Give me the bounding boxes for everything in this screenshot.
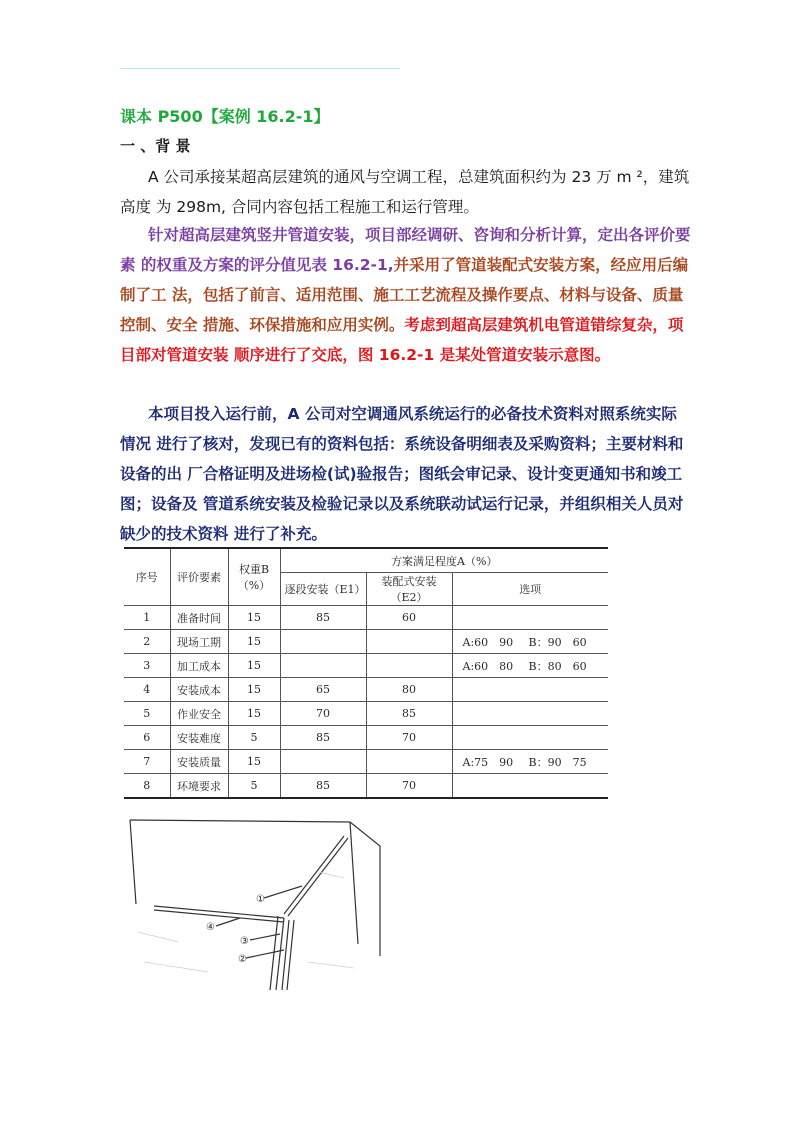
wall-right-edge (350, 822, 358, 944)
cell-options (452, 630, 608, 654)
cell-e1: 70 (280, 702, 366, 726)
cell-e1 (280, 630, 366, 654)
scheme-purple-text: 针对超高层建筑竖井管道安装，项目部经调研、咨询和分析计算，定出各评价要素 的权重及方案的评分值见表 16.2-1, (120, 226, 691, 274)
cell-weight: 5 (228, 774, 280, 799)
cell-weight: 15 (228, 654, 280, 678)
cell-index: 6 (124, 726, 170, 750)
table-row (124, 702, 608, 726)
scheme-red-text: 考虑到超高层建筑机电管道错综复杂，项目部对管道安装 顺序进行了交底，图 16.2-1 是某处管道安装示意图。 (120, 316, 684, 364)
leader-line-1 (264, 886, 302, 898)
table-row (124, 726, 608, 750)
paragraph-operation (120, 399, 692, 549)
table-row (124, 630, 608, 654)
header-e2: 装配式安装（E2） (366, 573, 452, 606)
header-factor: 评价要素 (170, 548, 228, 606)
paragraph-scheme (120, 220, 692, 370)
cell-options (452, 702, 608, 726)
cell-index: 5 (124, 702, 170, 726)
top-divider (120, 68, 400, 69)
cell-index: 1 (124, 606, 170, 630)
cell-factor: 加工成本 (170, 654, 228, 678)
pipe-installation-diagram (118, 812, 388, 992)
table-row (124, 606, 608, 630)
cell-options (452, 726, 608, 750)
header-weight-line2: （%） (237, 579, 271, 592)
header-e1: 逐段安装（E1） (280, 573, 366, 606)
cell-e1: 85 (280, 726, 366, 750)
cell-e2: 70 (366, 726, 452, 750)
callout-4: ④ (206, 922, 215, 933)
cell-e2: 70 (366, 774, 452, 799)
option-a: A:60 90 (462, 635, 514, 649)
cell-factor: 安装成本 (170, 678, 228, 702)
cell-index: 7 (124, 750, 170, 774)
cell-e2: 80 (366, 678, 452, 702)
ceiling-top-edge (130, 820, 350, 822)
cell-weight: 5 (228, 726, 280, 750)
cell-factor: 安装难度 (170, 726, 228, 750)
cell-index: 3 (124, 654, 170, 678)
case-title: 课本 P500【案例 16.2-1】 (120, 107, 330, 126)
cell-options (452, 606, 608, 630)
cell-weight: 15 (228, 630, 280, 654)
table-row (124, 750, 608, 774)
leader-line-2 (246, 950, 284, 958)
cell-e1 (280, 750, 366, 774)
cell-factor: 现场工期 (170, 630, 228, 654)
cell-index: 8 (124, 774, 170, 799)
cell-e2 (366, 750, 452, 774)
cell-weight: 15 (228, 702, 280, 726)
scheme-brown-text: 并采用了管道装配式安装方案，经应用后编制了工 法，包括了前言、适用范围、施工工艺流程及操作要点、材料与设备、质量控制、安全 措施、环保措施和应用实例。 (120, 256, 689, 334)
header-weight-line1: 权重B (238, 563, 270, 576)
cell-e1: 85 (280, 606, 366, 630)
table-row (124, 678, 608, 702)
cell-weight: 15 (228, 678, 280, 702)
option-b: B：80 60 (528, 659, 587, 673)
cell-weight: 15 (228, 606, 280, 630)
cell-e2: 85 (366, 702, 452, 726)
ceiling-pipe-a (284, 836, 344, 914)
cell-factor: 环境要求 (170, 774, 228, 799)
callout-2: ② (238, 954, 247, 965)
cell-factor: 准备时间 (170, 606, 228, 630)
cell-index: 2 (124, 630, 170, 654)
cell-e2 (366, 654, 452, 678)
callout-1: ① (256, 894, 265, 905)
cell-options (452, 750, 608, 774)
table-row (124, 774, 608, 799)
option-a: A:60 80 (462, 659, 514, 673)
cell-options (452, 654, 608, 678)
cell-e1: 85 (280, 774, 366, 799)
paragraph-background (120, 162, 692, 222)
header-index: 序号 (124, 548, 170, 606)
cell-weight: 15 (228, 750, 280, 774)
cell-factor: 安装质量 (170, 750, 228, 774)
cell-e2 (366, 630, 452, 654)
cell-options (452, 774, 608, 799)
cell-factor: 作业安全 (170, 702, 228, 726)
option-b: B：90 60 (528, 635, 587, 649)
cell-index: 4 (124, 678, 170, 702)
section-heading: 一 、背 景 (120, 137, 191, 155)
cell-e2: 60 (366, 606, 452, 630)
cell-e1 (280, 654, 366, 678)
table-row (124, 654, 608, 678)
cell-e1: 65 (280, 678, 366, 702)
header-satisfaction: 方案满足程度A（%） (280, 548, 608, 573)
option-a: A:75 90 (462, 755, 514, 769)
table-header-row (124, 548, 608, 573)
evaluation-table (124, 547, 608, 799)
callout-3: ③ (240, 936, 249, 947)
header-weight (228, 548, 280, 606)
option-b: B：90 75 (528, 755, 587, 769)
leader-line-4 (216, 918, 240, 926)
paragraph-background-text: A 公司承接某超高层建筑的通风与空调工程，总建筑面积约为 23 万 m ²，建筑高度 为 298m, 合同内容包括工程施工和运行管理。 (120, 168, 690, 216)
paragraph-operation-text: 本项目投入运行前，A 公司对空调通风系统运行的必备技术资料对照系统实际情况 进行了核对，发现已有的资料包括：系统设备明细表及采购资料；主要材料和设备的出 厂合格证明及进场检(试)验报告；图纸会审记录、设计变更通知书和竣工图；设备及 管道系统安装及检验记录以及系统联动试运行记录，并组织相关人员对缺少的技术资料 进行了补充。 (120, 405, 684, 543)
header-options: 选项 (452, 573, 608, 606)
cell-options (452, 678, 608, 702)
ceiling-left-edge (130, 820, 136, 904)
